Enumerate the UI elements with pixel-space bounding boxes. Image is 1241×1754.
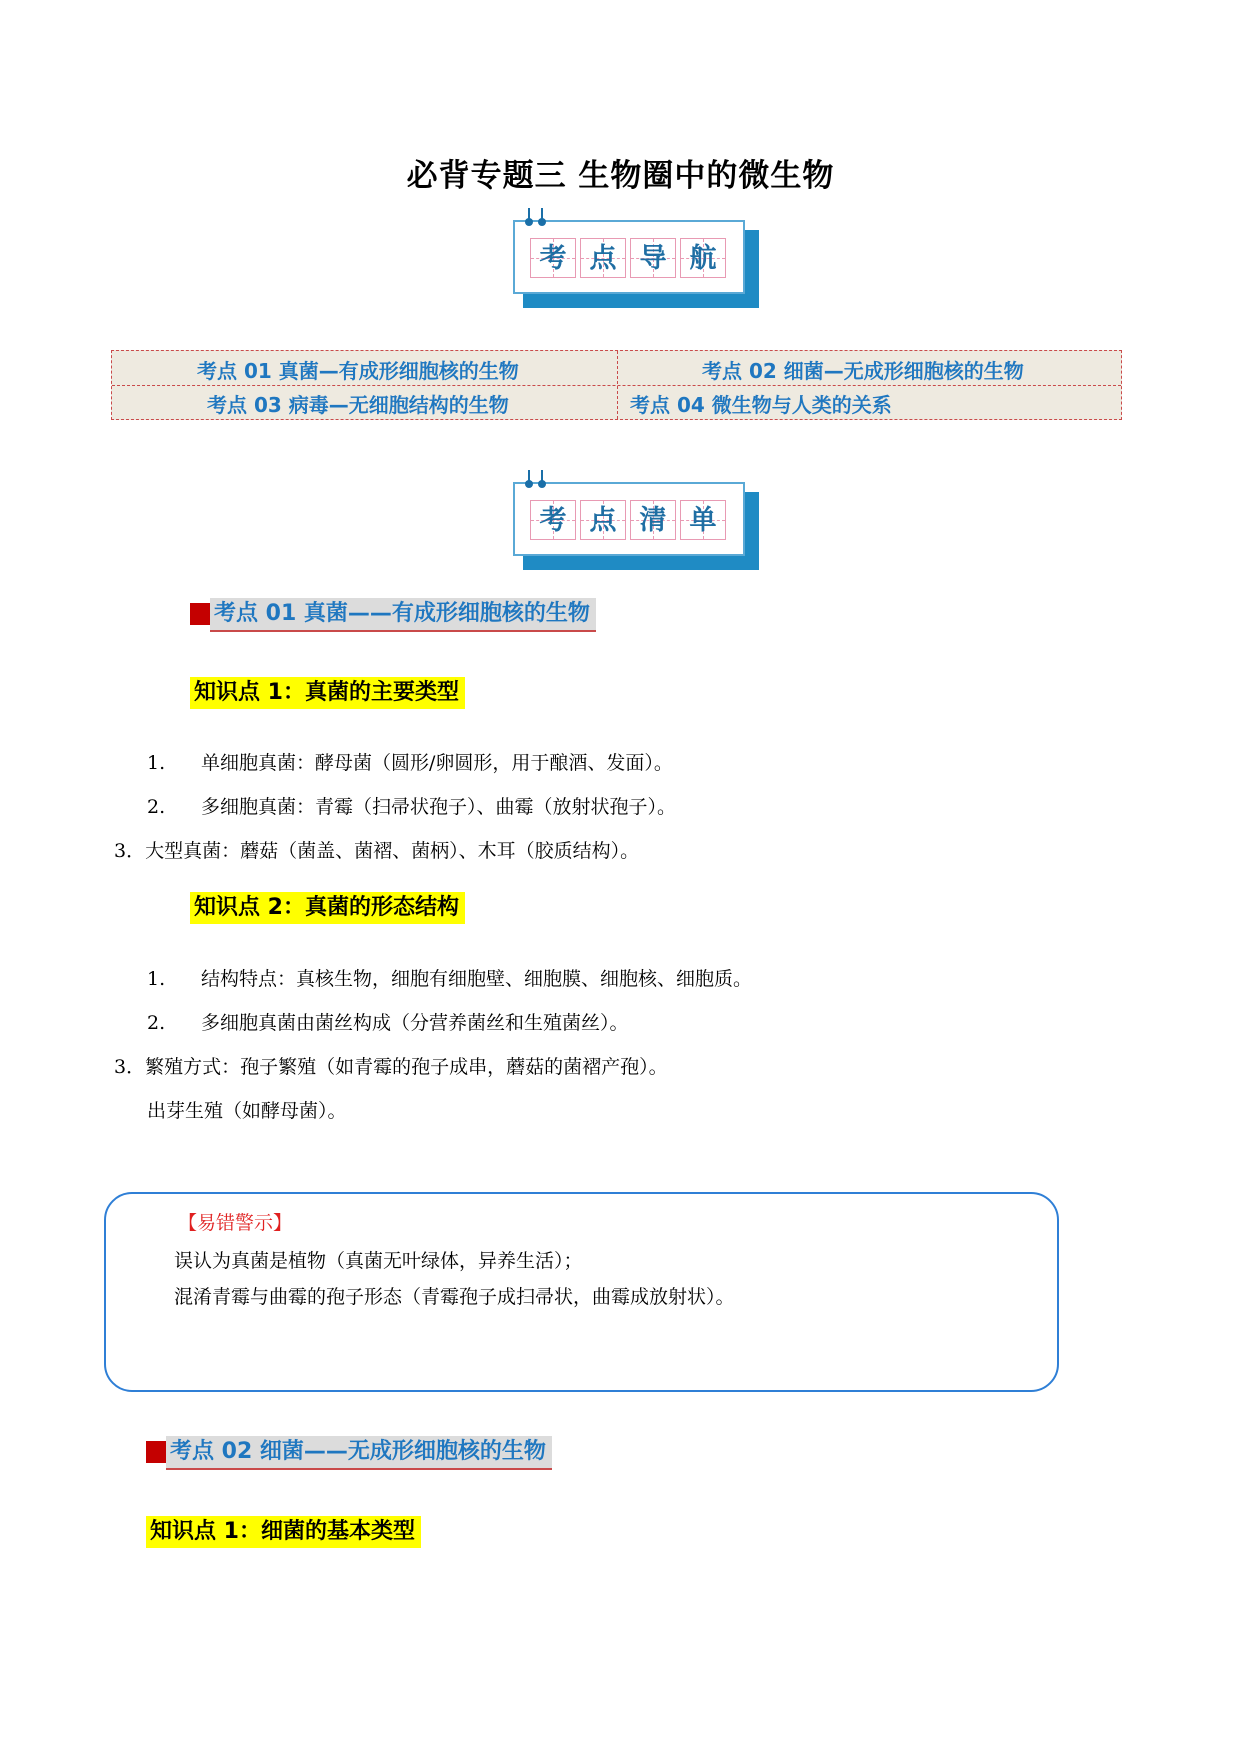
knowledge-point-title: 知识点 2：真菌的形态结构 [190, 892, 465, 924]
list-item: 出芽生殖（如酵母菌）。 [147, 1100, 347, 1122]
badge-char: 航 [680, 238, 726, 278]
red-square-icon [146, 1441, 166, 1463]
binder-ring-icon [521, 468, 551, 492]
nav-topic-01[interactable]: 考点 01 真菌—有成形细胞核的生物 [197, 359, 519, 383]
nav-topic-03[interactable]: 考点 03 病毒—无细胞结构的生物 [207, 393, 509, 417]
nav-topic-04[interactable]: 考点 04 微生物与人类的关系 [630, 393, 892, 417]
warning-line: 误认为真菌是植物（真菌无叶绿体，异养生活）； [174, 1250, 583, 1272]
page-title: 必背专题三 生物圈中的微生物 [406, 158, 835, 194]
binder-ring-icon [521, 206, 551, 230]
badge-kaodian-qingdan [513, 482, 759, 570]
badge-char: 考 [530, 500, 576, 540]
nav-topic-02[interactable]: 考点 02 细菌—无成形细胞核的生物 [702, 359, 1024, 383]
warning-line: 混淆青霉与曲霉的孢子形态（青霉孢子成扫帚状，曲霉成放射状）。 [174, 1286, 735, 1308]
list-item: 2. 多细胞真菌：青霉（扫帚状孢子）、曲霉（放射状孢子）。 [147, 796, 677, 818]
list-item: 3．繁殖方式：孢子繁殖（如青霉的孢子成串，蘑菇的菌褶产孢）。 [114, 1056, 668, 1078]
list-item: 2. 多细胞真菌由菌丝构成（分营养菌丝和生殖菌丝）。 [147, 1012, 629, 1034]
list-item: 3．大型真菌：蘑菇（菌盖、菌褶、菌柄）、木耳（胶质结构）。 [114, 840, 640, 862]
list-item: 1. 单细胞真菌：酵母菌（圆形/卵圆形，用于酿酒、发面）。 [147, 752, 673, 774]
list-item: 1. 结构特点：真核生物，细胞有细胞壁、细胞膜、细胞核、细胞质。 [147, 968, 753, 990]
badge-char: 清 [630, 500, 676, 540]
red-square-icon [190, 603, 210, 625]
badge-char: 考 [530, 238, 576, 278]
knowledge-point-title: 知识点 1：细菌的基本类型 [146, 1516, 421, 1548]
warning-title: 【易错警示】 [178, 1212, 293, 1234]
badge-kaodian-daohang [513, 220, 759, 308]
badge-char: 点 [580, 238, 626, 278]
badge-char: 导 [630, 238, 676, 278]
badge-char: 点 [580, 500, 626, 540]
knowledge-point-title: 知识点 1：真菌的主要类型 [190, 677, 465, 709]
badge-char: 单 [680, 500, 726, 540]
topic-nav-table [111, 350, 1122, 420]
error-warning-box [104, 1192, 1059, 1392]
